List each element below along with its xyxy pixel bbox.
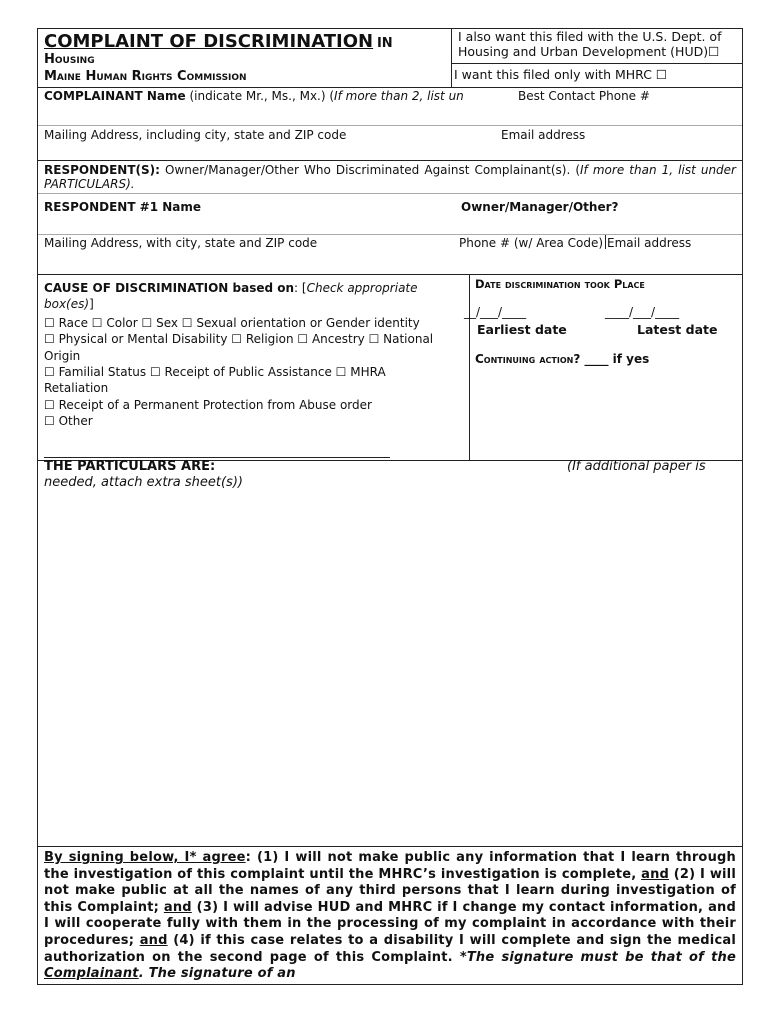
- divider: [38, 846, 742, 847]
- complainant-name-field[interactable]: [44, 89, 504, 103]
- cause-heading: [44, 280, 452, 313]
- complaint-form: [37, 28, 743, 985]
- hud-filing-option[interactable]: I also want this filed with the U.S. Dept. of Housing and Urban Development (HUD)☐: [458, 29, 722, 59]
- title-main: COMPLAINT OF DISCRIMINATION: [44, 31, 374, 52]
- other-blank-line: [44, 457, 390, 458]
- header-divider: [451, 29, 452, 87]
- agreement-signature-note-end: . The signature of an: [138, 966, 296, 982]
- agreement-and: and: [139, 932, 168, 948]
- cause-checkbox-line-4[interactable]: ☐ Receipt of a Permanent Protection from Abuse order: [44, 397, 372, 412]
- respondent-1-name-field[interactable]: RESPONDENT #1 Name: [44, 200, 202, 214]
- respondent-1-phone-field[interactable]: Phone # (w/ Area Code): [459, 236, 604, 250]
- continuing-action-field[interactable]: [475, 352, 649, 366]
- respondents-heading-italic: If more than 1, list under PARTICULARS).: [44, 163, 736, 191]
- agreement-clause-4: (4) if this case relates to a disability I will complete and sign the medical authorization on the second page of this Complaint.: [44, 932, 736, 965]
- particulars-textarea[interactable]: [42, 495, 738, 845]
- complainant-address-field[interactable]: Mailing Address, including city, state and ZIP code: [44, 128, 347, 142]
- dates-heading: Date discrimination took Place: [475, 277, 645, 291]
- title-in: IN: [376, 36, 393, 51]
- agreement-and: and: [641, 866, 670, 882]
- header-inner-divider: [451, 63, 742, 64]
- respondent-1-address-field[interactable]: Mailing Address, with city, state and ZIP code: [44, 236, 318, 250]
- complainant-name-hint: (indicate Mr., Ms., Mx.) (: [185, 89, 335, 103]
- subdivider: [38, 193, 742, 194]
- title-commission: Maine Human Rights Commission: [44, 69, 247, 84]
- earliest-date-label: Earliest date: [477, 322, 567, 337]
- cause-checkbox-line-2[interactable]: ☐ Physical or Mental Disability ☐ Religion ☐ Ancestry ☐ National Origin: [44, 332, 434, 363]
- respondent-1-email-field[interactable]: Email address: [607, 236, 692, 250]
- cause-heading-text: : [: [294, 281, 307, 295]
- cause-heading-end: ]: [89, 297, 94, 312]
- respondents-heading-bold: RESPONDENT(S):: [44, 163, 160, 177]
- agreement-agree: * agree: [189, 850, 246, 865]
- agreement-signature-note: *The signature must be that of the: [459, 949, 736, 965]
- continuing-action-blank: ____ if yes: [580, 352, 650, 366]
- cause-heading-italic: Check appropriate box(es): [44, 281, 418, 312]
- mhrc-only-option[interactable]: I want this filed only with MHRC ☐: [454, 67, 668, 82]
- complainant-email-field[interactable]: Email address: [501, 128, 586, 142]
- agreement-clause-1: : (1) I will not make public any information that I learn through the investigation of this complaint until the MHRC’s investigation is complete,: [44, 850, 736, 882]
- complainant-name-label: COMPLAINANT Name: [44, 89, 186, 103]
- cause-heading-bold: CAUSE OF DISCRIMINATION based on: [44, 281, 295, 295]
- subdivider: [38, 125, 742, 126]
- complainant-phone-field[interactable]: Best Contact Phone #: [518, 89, 650, 103]
- continuing-action-label: Continuing action?: [475, 352, 581, 366]
- agreement-clause-3: (3) I will advise HUD and MHRC if I change my contact information, and I will cooperate fully with them in the processing of my complaint in accordance with their procedures;: [44, 899, 736, 948]
- latest-date-label: Latest date: [637, 322, 718, 337]
- cause-checkbox-line-3[interactable]: ☐ Familial Status ☐ Receipt of Public Assistance ☐ MHRA Retaliation: [44, 365, 386, 396]
- divider: [38, 87, 742, 88]
- agreement-signing-below: By signing below, I: [44, 850, 190, 865]
- complainant-name-hint-italic: If more than 2, list un: [334, 89, 464, 103]
- title-housing: Housing: [44, 52, 95, 67]
- cause-checkbox-line-5[interactable]: ☐ Other: [44, 414, 93, 429]
- respondents-heading: [44, 163, 736, 191]
- cause-date-divider: [469, 274, 470, 460]
- divider: [38, 160, 742, 161]
- form-title: [44, 31, 444, 52]
- cause-section: [44, 280, 452, 430]
- agreement-and: and: [163, 899, 192, 915]
- agreement-complainant: Complainant: [44, 966, 139, 982]
- particulars-heading: THE PARTICULARS ARE:: [44, 459, 216, 474]
- agreement-clause-2: (2) I will not make public at all the names of any third persons that I learn during investigation of this Complaint;: [44, 866, 736, 915]
- particulars-note-left: needed, attach extra sheet(s)): [44, 475, 243, 490]
- latest-date-input[interactable]: ____/___/____: [605, 305, 680, 319]
- respondents-heading-text: Owner/Manager/Other Who Discriminated Against Complainant(s). (: [159, 163, 581, 177]
- phone-email-divider: [605, 235, 606, 249]
- subdivider: [38, 234, 742, 235]
- particulars-note-right: (If additional paper is: [567, 459, 706, 474]
- respondent-1-role-field[interactable]: Owner/Manager/Other?: [461, 200, 619, 214]
- cause-checkbox-line-1[interactable]: ☐ Race ☐ Color ☐ Sex ☐ Sexual orientation or Gender identity: [44, 315, 420, 330]
- divider: [38, 274, 742, 275]
- earliest-date-input[interactable]: __/___/____: [464, 305, 527, 319]
- agreement-paragraph: [44, 850, 736, 983]
